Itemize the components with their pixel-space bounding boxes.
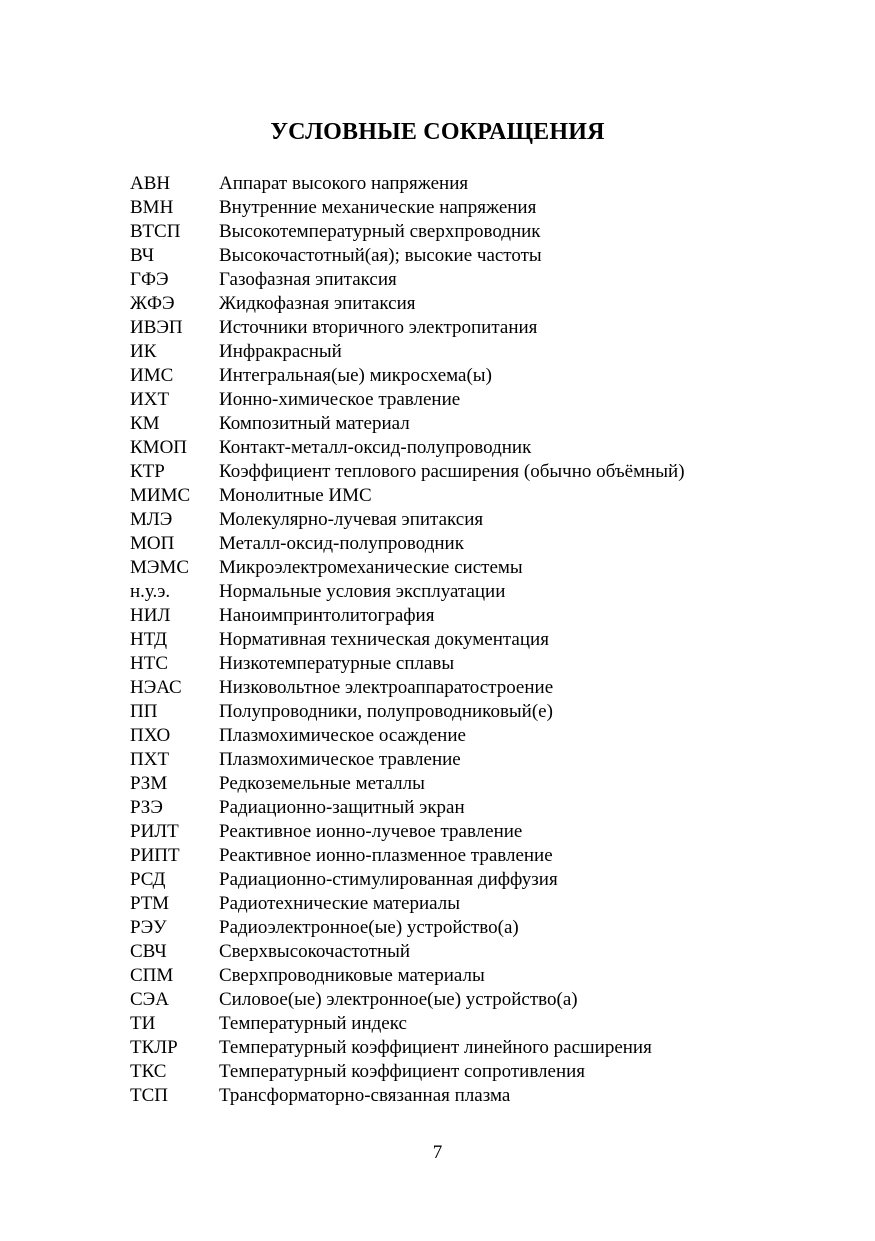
abbreviation-term: МИМС xyxy=(130,485,191,506)
page-number: 7 xyxy=(432,1142,443,1163)
abbreviation-definition: Высокотемпературный сверхпроводник xyxy=(219,221,541,242)
abbreviation-term: ВМН xyxy=(130,197,174,218)
abbreviation-row xyxy=(130,388,830,412)
abbreviation-definition: Радиоэлектронное(ые) устройство(а) xyxy=(219,917,519,938)
abbreviation-term: КТР xyxy=(130,461,165,482)
abbreviation-definition: Нормативная техническая документация xyxy=(219,629,549,650)
abbreviation-definition: Композитный материал xyxy=(219,413,410,434)
abbreviation-row xyxy=(130,172,830,196)
abbreviation-definition: Сверхпроводниковые материалы xyxy=(219,965,485,986)
abbreviation-term: СЭА xyxy=(130,989,169,1010)
abbreviation-row xyxy=(130,244,830,268)
abbreviation-definition: Радиационно-защитный экран xyxy=(219,797,465,818)
abbreviation-definition: Контакт-металл-оксид-полупроводник xyxy=(219,437,532,458)
abbreviation-row xyxy=(130,412,830,436)
abbreviation-definition: Ионно-химическое травление xyxy=(219,389,461,410)
abbreviation-list xyxy=(130,172,830,1108)
abbreviation-row xyxy=(130,508,830,532)
abbreviation-row xyxy=(130,964,830,988)
abbreviation-term: РИПТ xyxy=(130,845,180,866)
page-title: УСЛОВНЫЕ СОКРАЩЕНИЯ xyxy=(270,119,605,145)
abbreviation-term: ТКЛР xyxy=(130,1037,178,1058)
abbreviation-term: НТС xyxy=(130,653,168,674)
abbreviation-row xyxy=(130,604,830,628)
abbreviation-term: ПХО xyxy=(130,725,171,746)
abbreviation-term: КМ xyxy=(130,413,160,434)
abbreviation-row xyxy=(130,772,830,796)
abbreviation-term: ПХТ xyxy=(130,749,170,770)
abbreviation-definition: Молекулярно-лучевая эпитаксия xyxy=(219,509,484,530)
abbreviation-definition: Радиационно-стимулированная диффузия xyxy=(219,869,558,890)
abbreviation-definition: Радиотехнические материалы xyxy=(219,893,460,914)
abbreviation-term: ТСП xyxy=(130,1085,168,1106)
abbreviation-row xyxy=(130,268,830,292)
abbreviation-term: ИК xyxy=(130,341,157,362)
abbreviation-term: АВН xyxy=(130,173,171,194)
abbreviation-definition: Высокочастотный(ая); высокие частоты xyxy=(219,245,542,266)
abbreviation-term: МЭМС xyxy=(130,557,190,578)
abbreviation-row xyxy=(130,220,830,244)
abbreviation-definition: Нормальные условия эксплуатации xyxy=(219,581,506,602)
abbreviation-term: МЛЭ xyxy=(130,509,173,530)
abbreviation-row xyxy=(130,580,830,604)
abbreviation-term: РИЛТ xyxy=(130,821,179,842)
abbreviation-definition: Температурный индекс xyxy=(219,1013,407,1034)
abbreviation-definition: Плазмохимическое травление xyxy=(219,749,461,770)
abbreviation-term: МОП xyxy=(130,533,175,554)
abbreviation-term: ИМС xyxy=(130,365,174,386)
abbreviation-definition: Источники вторичного электропитания xyxy=(219,317,538,338)
abbreviation-definition: Низкотемпературные сплавы xyxy=(219,653,455,674)
abbreviation-term: ГФЭ xyxy=(130,269,169,290)
abbreviation-definition: Плазмохимическое осаждение xyxy=(219,725,466,746)
abbreviation-row xyxy=(130,628,830,652)
abbreviation-definition: Жидкофазная эпитаксия xyxy=(219,293,416,314)
abbreviation-definition: Сверхвысокочастотный xyxy=(219,941,411,962)
abbreviation-term: РТМ xyxy=(130,893,170,914)
abbreviation-row xyxy=(130,748,830,772)
abbreviation-row xyxy=(130,844,830,868)
abbreviation-row xyxy=(130,892,830,916)
abbreviation-term: КМОП xyxy=(130,437,188,458)
abbreviation-definition: Внутренние механические напряжения xyxy=(219,197,537,218)
abbreviation-definition: Температурный коэффициент линейного расширения xyxy=(219,1037,652,1058)
abbreviation-row xyxy=(130,1036,830,1060)
abbreviation-row xyxy=(130,1060,830,1084)
abbreviation-term: НЭАС xyxy=(130,677,182,698)
abbreviation-definition: Металл-оксид-полупроводник xyxy=(219,533,464,554)
abbreviation-row xyxy=(130,316,830,340)
abbreviation-definition: Наноимпринтолитография xyxy=(219,605,435,626)
abbreviation-row xyxy=(130,700,830,724)
abbreviation-definition: Редкоземельные металлы xyxy=(219,773,425,794)
abbreviation-row xyxy=(130,652,830,676)
abbreviation-term: ВТСП xyxy=(130,221,181,242)
abbreviation-definition: Монолитные ИМС xyxy=(219,485,372,506)
abbreviation-row xyxy=(130,364,830,388)
abbreviation-term: ИВЭП xyxy=(130,317,183,338)
abbreviation-term: ТИ xyxy=(130,1013,156,1034)
abbreviation-term: н.у.э. xyxy=(130,581,171,602)
abbreviation-definition: Силовое(ые) электронное(ые) устройство(а) xyxy=(219,989,578,1010)
abbreviation-definition: Реактивное ионно-плазменное травление xyxy=(219,845,553,866)
abbreviation-term: НИЛ xyxy=(130,605,171,626)
abbreviation-term: РСД xyxy=(130,869,166,890)
abbreviation-term: ИХТ xyxy=(130,389,170,410)
abbreviation-term: РЗЭ xyxy=(130,797,163,818)
abbreviation-term: СПМ xyxy=(130,965,174,986)
abbreviation-row xyxy=(130,676,830,700)
abbreviation-row xyxy=(130,796,830,820)
abbreviation-row xyxy=(130,484,830,508)
abbreviation-definition: Интегральная(ые) микросхема(ы) xyxy=(219,365,492,386)
abbreviation-definition: Низковольтное электроаппаратостроение xyxy=(219,677,554,698)
abbreviation-term: НТД xyxy=(130,629,168,650)
abbreviation-row xyxy=(130,820,830,844)
abbreviation-term: РЗМ xyxy=(130,773,168,794)
abbreviation-row xyxy=(130,1084,830,1108)
abbreviation-row xyxy=(130,196,830,220)
abbreviation-term: ПП xyxy=(130,701,158,722)
abbreviation-row xyxy=(130,532,830,556)
abbreviation-definition: Коэффициент теплового расширения (обычно объёмный) xyxy=(219,461,685,482)
abbreviation-definition: Аппарат высокого напряжения xyxy=(219,173,469,194)
abbreviation-row xyxy=(130,916,830,940)
abbreviation-row xyxy=(130,1012,830,1036)
abbreviation-term: СВЧ xyxy=(130,941,167,962)
abbreviation-row xyxy=(130,292,830,316)
abbreviation-row xyxy=(130,868,830,892)
abbreviation-row xyxy=(130,988,830,1012)
abbreviation-term: ВЧ xyxy=(130,245,155,266)
abbreviation-definition: Инфракрасный xyxy=(219,341,342,362)
abbreviation-row xyxy=(130,436,830,460)
abbreviation-term: ТКС xyxy=(130,1061,167,1082)
abbreviation-definition: Газофазная эпитаксия xyxy=(219,269,397,290)
abbreviation-row xyxy=(130,724,830,748)
abbreviation-term: ЖФЭ xyxy=(130,293,175,314)
abbreviation-definition: Температурный коэффициент сопротивления xyxy=(219,1061,586,1082)
abbreviation-definition: Микроэлектромеханические системы xyxy=(219,557,523,578)
abbreviation-definition: Реактивное ионно-лучевое травление xyxy=(219,821,523,842)
abbreviation-row xyxy=(130,340,830,364)
abbreviation-definition: Трансформаторно-связанная плазма xyxy=(219,1085,511,1106)
abbreviation-row xyxy=(130,556,830,580)
abbreviation-definition: Полупроводники, полупроводниковый(е) xyxy=(219,701,553,722)
abbreviation-term: РЭУ xyxy=(130,917,167,938)
abbreviation-row xyxy=(130,460,830,484)
abbreviation-row xyxy=(130,940,830,964)
